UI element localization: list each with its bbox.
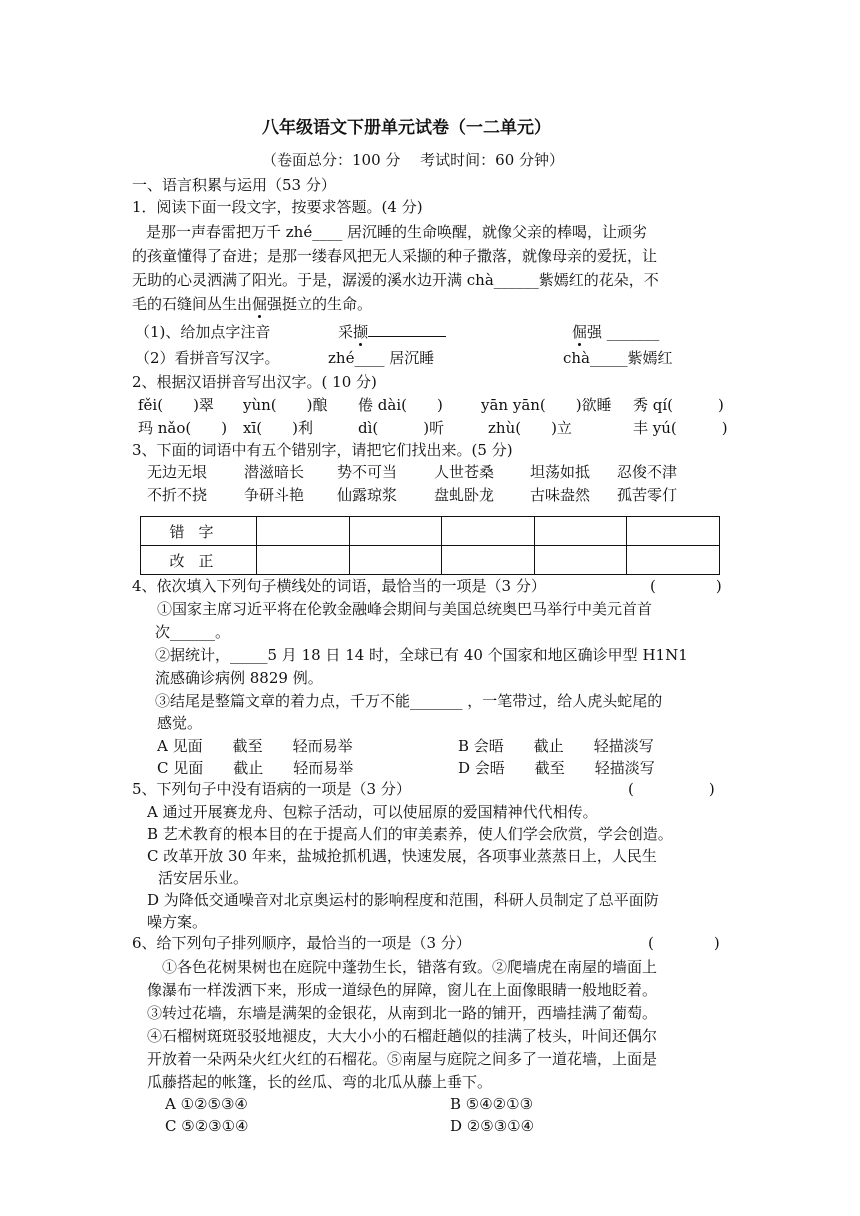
dotted-char: 倔: [572, 323, 588, 341]
row-header: 错字: [141, 517, 257, 546]
table-row: [141, 546, 720, 575]
option-d[interactable]: D ②⑤③①④: [450, 1117, 535, 1135]
sub-question-2: （2）看拼音写汉字。: [135, 349, 280, 367]
word: 人世苍桑: [434, 463, 495, 481]
word: 孤苦零仃: [617, 486, 678, 504]
word: 势不可当: [337, 463, 398, 481]
hanzi-item: zhé____ 居沉睡: [328, 349, 435, 367]
row-header: 改正: [141, 546, 257, 575]
correction-table: [140, 516, 720, 575]
text: 强挺立的生命。: [267, 295, 373, 313]
answer-cell[interactable]: [627, 517, 720, 546]
passage-line: 的孩童懂得了奋进；是那一缕春风把无人采撷的种子撒落，就像母亲的爱抚，让: [132, 247, 658, 265]
pinyin-blank[interactable]: fěi( )翠: [138, 396, 214, 414]
sentence-line: 次______。: [155, 623, 231, 641]
option-a[interactable]: A ①②⑤③④: [165, 1095, 248, 1113]
dotted-char: 倔: [252, 295, 268, 313]
word: 忍俊不津: [617, 463, 678, 481]
option-a[interactable]: A 见面 截至 轻而易举: [157, 737, 353, 755]
question-5-stem: 5、下列句子中没有语病的一项是（3 分）: [132, 780, 411, 798]
pinyin-blank[interactable]: zhù( )立: [488, 419, 572, 437]
answer-paren[interactable]: ( ): [648, 934, 720, 952]
text: 采: [338, 323, 354, 341]
sentence-line: ①国家主席习近平将在伦敦金融峰会期间与美国总统奥巴马举行中美元首首: [157, 600, 653, 618]
answer-cell[interactable]: [627, 546, 720, 575]
pinyin-blank[interactable]: yān yān( )欲睡: [481, 396, 612, 414]
option-d-cont: 噪方案。: [147, 913, 208, 931]
pinyin-blank[interactable]: 倦 dài( ): [358, 396, 443, 414]
passage-line: 瓜藤搭起的帐篷，长的丝瓜、弯的北瓜从藤上垂下。: [147, 1073, 493, 1091]
answer-blank[interactable]: [368, 322, 446, 337]
sentence-line: 感觉。: [157, 714, 203, 732]
word: 仙露琼浆: [337, 486, 398, 504]
question-2-stem: 2、根据汉语拼音写出汉字。( 10 分): [132, 373, 377, 391]
sub-question-1: （1)、给加点字注音: [135, 323, 271, 341]
word: 潜滋暗长: [244, 463, 305, 481]
pinyin-blank[interactable]: dì( )听: [358, 419, 445, 437]
question-6-stem: 6、给下列句子排列顺序，最恰当的一项是（3 分）: [132, 934, 471, 952]
answer-cell[interactable]: [257, 546, 350, 575]
answer-cell[interactable]: [534, 517, 627, 546]
answer-cell[interactable]: [442, 517, 535, 546]
hanzi-item: chà_____紫嫣红: [563, 349, 673, 367]
option-a[interactable]: A 通过开展赛龙舟、包粽子活动，可以使屈原的爱国精神代代相传。: [147, 803, 598, 821]
option-c[interactable]: C 改革开放 30 年来，盐城抢抓机遇，快速发展，各项事业蒸蒸日上，人民生: [147, 847, 657, 865]
pinyin-blank[interactable]: 秀 qí( ): [633, 396, 724, 414]
passage-line: 开放着一朵两朵火红火红的石榴花。⑤南屋与庭院之间多了一道花墙，上面是: [147, 1050, 658, 1068]
word: 坦荡如抵: [530, 463, 591, 481]
option-d[interactable]: D 为降低交通噪音对北京奥运村的影响程度和范围，科研人员制定了总平面防: [147, 891, 659, 909]
option-b[interactable]: B 艺术教育的根本目的在于提高人们的审美素养，使人们学会欣赏，学会创造。: [147, 825, 673, 843]
word: 无边无垠: [147, 463, 208, 481]
pinyin-blank[interactable]: 玛 nǎo( ): [138, 419, 228, 437]
passage-line: 是那一声春雷把万千 zhé____ 居沉睡的生命唤醒，就像父亲的棒喝，让顽劣: [146, 223, 647, 241]
passage-line: ④石榴树斑斑驳驳地褪皮，大大小小的石榴赶趟似的挂满了枝头，叶间还偶尔: [147, 1027, 658, 1045]
pinyin-blank[interactable]: yùn( )酿: [243, 396, 328, 414]
option-c[interactable]: C 见面 截止 轻而易举: [157, 759, 354, 777]
section-heading: 一、语言积累与运用（53 分）: [132, 176, 336, 194]
pinyin-item-caixie: [338, 322, 446, 342]
passage-line: ③转过花墙，东墙是满架的金银花，从南到北一路的铺开，西墙挂满了葡萄。: [147, 1004, 658, 1022]
answer-cell[interactable]: [349, 517, 442, 546]
pinyin-blank[interactable]: 丰 yú( ): [633, 419, 728, 437]
answer-paren[interactable]: ( ): [650, 577, 722, 595]
passage-line: [132, 294, 372, 314]
option-d[interactable]: D 会晤 截至 轻描淡写: [458, 759, 655, 777]
answer-cell[interactable]: [534, 546, 627, 575]
question-1-stem: 1．阅读下面一段文字，按要求答题。(4 分): [132, 198, 423, 216]
word: 古味盎然: [530, 486, 591, 504]
exam-info: （卷面总分：100 分 考试时间：60 分钟）: [262, 151, 565, 169]
text: 毛的石缝间丛生出: [132, 295, 253, 313]
answer-cell[interactable]: [442, 546, 535, 575]
sentence-line: 流感确诊病例 8829 例。: [155, 669, 323, 687]
passage-line: 像瀑布一样泼洒下来，形成一道绿色的屏障，窗儿在上面像眼睛一般地眨着。: [147, 981, 658, 999]
pinyin-item-juejiang: [572, 322, 659, 342]
option-c[interactable]: C ⑤②③①④: [165, 1117, 249, 1135]
sentence-line: ②据统计，_____5 月 18 日 14 时，全球已有 40 个国家和地区确诊甲型 H1N1: [155, 646, 688, 664]
option-c-cont: 活安居乐业。: [158, 869, 249, 887]
answer-cell[interactable]: [349, 546, 442, 575]
page-title: 八年级语文下册单元试卷（一二单元）: [262, 118, 551, 138]
word: 盘虬卧龙: [434, 486, 495, 504]
question-3-stem: 3、下面的词语中有五个错别字，请把它们找出来。(5 分): [132, 441, 513, 459]
answer-paren[interactable]: ( ): [628, 780, 715, 798]
sentence-line: ③结尾是整篇文章的着力点，千万不能_______ ，一笔带过，给人虎头蛇尾的: [155, 692, 663, 710]
passage-line: 无助的心灵洒满了阳光。于是，潺湲的溪水边开满 chà______紫嫣红的花朵，不: [132, 271, 659, 289]
passage-line: ①各色花树果树也在庭院中蓬勃生长，错落有致。②爬墙虎在南屋的墙面上: [162, 958, 658, 976]
option-b[interactable]: B ⑤④②①③: [450, 1095, 534, 1113]
word: 不折不挠: [147, 486, 208, 504]
pinyin-blank[interactable]: xī( )利: [243, 419, 313, 437]
table-row: [141, 517, 720, 546]
word: 争研斗艳: [244, 486, 305, 504]
option-b[interactable]: B 会晤 截止 轻描淡写: [458, 737, 654, 755]
question-4-stem: 4、依次填入下列句子横线处的词语，最恰当的一项是（3 分）: [132, 577, 546, 595]
dotted-char: 撷: [353, 323, 369, 341]
text: 强 _______: [587, 323, 660, 341]
answer-cell[interactable]: [257, 517, 350, 546]
